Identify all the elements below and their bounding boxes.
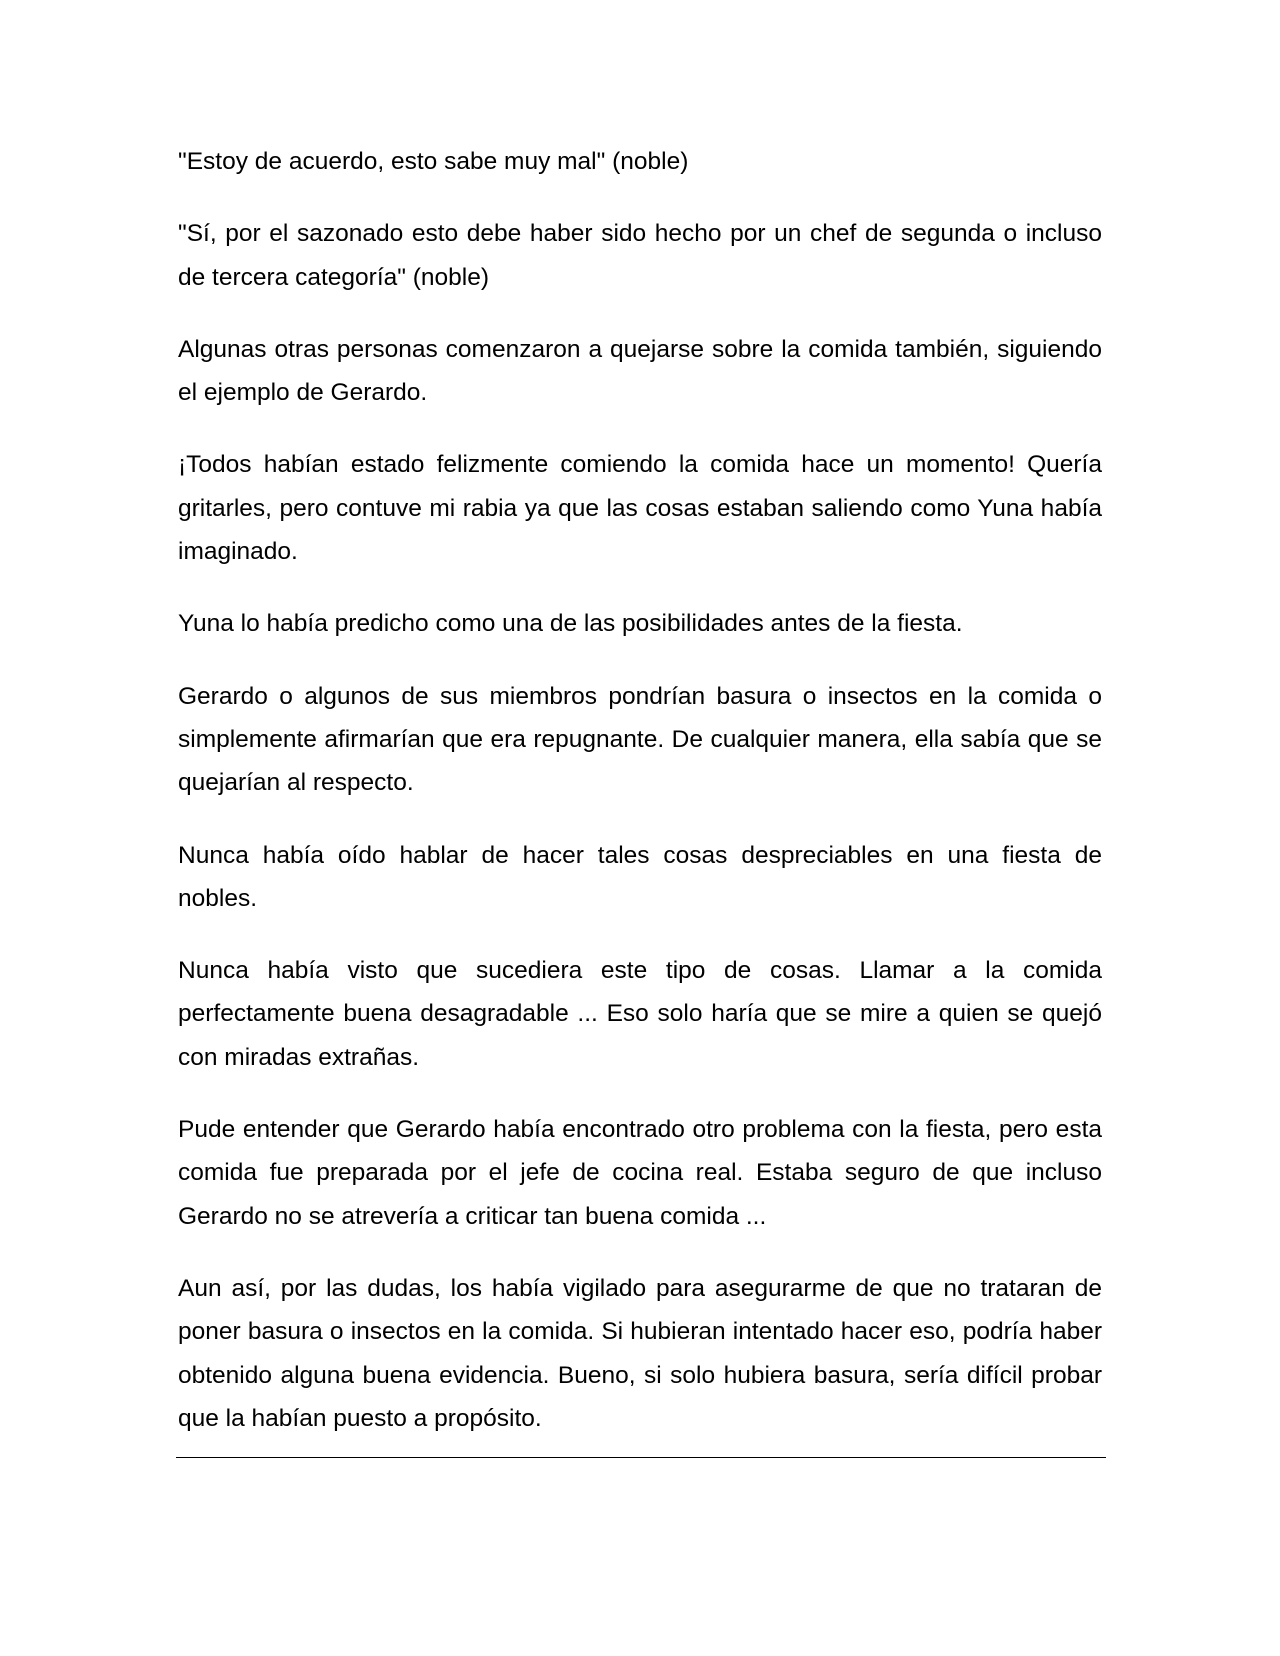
paragraph-1: "Estoy de acuerdo, esto sabe muy mal" (noble) (178, 148, 689, 175)
paragraph-8: Nunca había visto que sucediera este tipo de cosas. Llamar a la comida perfectamente buena desagradable ... Eso solo haría que se mire a quien se quejó con miradas extrañas. (178, 957, 1102, 1071)
paragraph-4: ¡Todos habían estado felizmente comiendo la comida hace un momento! Quería gritarles, pero contuve mi rabia ya que las cosas estaban saliendo como Yuna había imaginado. (178, 451, 1102, 566)
document-page (178, 140, 1102, 1440)
paragraph-5: Yuna lo había predicho como una de las posibilidades antes de la fiesta. (178, 610, 963, 638)
paragraph-3: Algunas otras personas comenzaron a quejarse sobre la comida también, siguiendo el ejemplo de Gerardo. (178, 335, 1102, 407)
paragraph-6: Gerardo o algunos de sus miembros pondrían basura o insectos en la comida o simplemente afirmarían que era repugnante. De cualquier manera, ella sabía que se quejarían al respecto. (178, 682, 1102, 797)
horizontal-divider (176, 1457, 1106, 1458)
paragraph-2: "Sí, por el sazonado esto debe haber sido hecho por un chef de segunda o incluso de tercera categoría" (noble) (178, 220, 1102, 291)
paragraph-7: Nunca había oído hablar de hacer tales cosas despreciables en una fiesta de nobles. (178, 841, 1102, 912)
paragraph-9: Pude entender que Gerardo había encontrado otro problema con la fiesta, pero esta comida fue preparada por el jefe de cocina real. Estaba seguro de que incluso Gerardo no se atrevería a criticar tan buena comida ... (178, 1116, 1102, 1230)
paragraph-10: Aun así, por las dudas, los había vigilado para asegurarme de que no trataran de poner basura o insectos en la comida. Si hubieran intentado hacer eso, podría haber obtenido alguna buena evidencia. Bueno, si solo hubiera basura, sería difícil probar que la habían puesto a propósito. (178, 1274, 1102, 1432)
